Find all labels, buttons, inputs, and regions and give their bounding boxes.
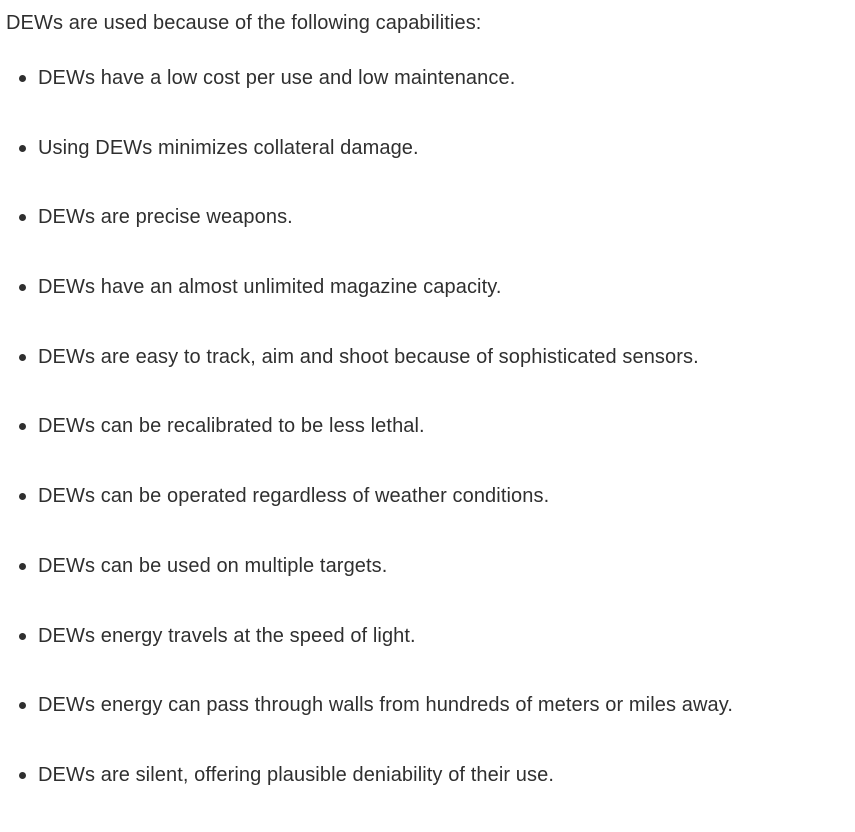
list-item-text: DEWs are silent, offering plausible deniability of their use.: [38, 763, 554, 786]
list-item: [0, 65, 733, 135]
list-item: [0, 413, 733, 483]
bullet-icon: [19, 423, 26, 430]
bullet-icon: [19, 772, 26, 779]
list-item-text: DEWs can be recalibrated to be less lethal.: [38, 415, 425, 438]
list-item-text: DEWs can be operated regardless of weather conditions.: [38, 485, 550, 508]
list-item: [0, 204, 733, 274]
list-item-text: DEWs energy travels at the speed of light.: [38, 624, 416, 647]
list-item: [0, 274, 733, 344]
bullet-icon: [19, 284, 26, 291]
bullet-icon: [19, 702, 26, 709]
list-item: [0, 762, 733, 832]
list-item-text: DEWs have an almost unlimited magazine capacity.: [38, 276, 502, 299]
list-item: [0, 344, 733, 414]
list-item-text: DEWs have a low cost per use and low maintenance.: [38, 67, 516, 89]
list-item: [0, 623, 733, 693]
list-item: [0, 553, 733, 623]
capabilities-list: [0, 65, 733, 832]
list-item-text: DEWs are precise weapons.: [38, 206, 293, 229]
list-item-text: DEWs are easy to track, aim and shoot because of sophisticated sensors.: [38, 345, 699, 368]
list-item-text: DEWs can be used on multiple targets.: [38, 554, 388, 577]
bullet-icon: [19, 75, 26, 82]
bullet-icon: [19, 633, 26, 640]
bullet-icon: [19, 145, 26, 152]
list-item-text: Using DEWs minimizes collateral damage.: [38, 136, 419, 159]
bullet-icon: [19, 214, 26, 221]
list-item-text: DEWs energy can pass through walls from hundreds of meters or miles away.: [38, 694, 733, 717]
intro-text: DEWs are used because of the following capabilities:: [6, 12, 482, 34]
list-item: [0, 692, 733, 762]
bullet-icon: [19, 354, 26, 361]
bullet-icon: [19, 493, 26, 500]
list-item: [0, 483, 733, 553]
bullet-icon: [19, 563, 26, 570]
list-item: [0, 135, 733, 205]
